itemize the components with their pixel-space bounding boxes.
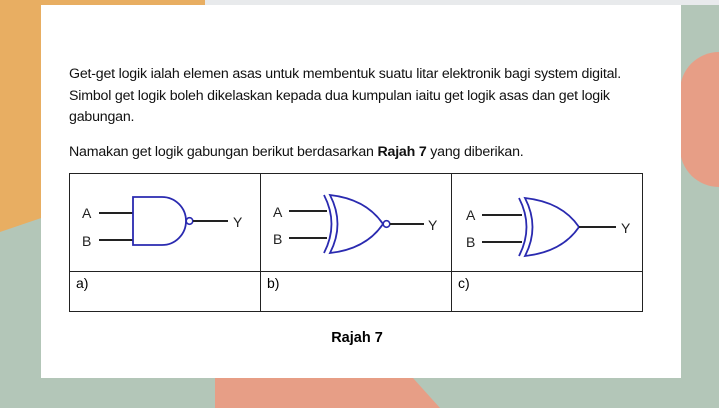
question-prefix: Namakan get logik gabungan berikut berdasarkan — [69, 144, 378, 160]
decor-salmon-shape-bottom — [215, 378, 440, 408]
document-card — [41, 5, 681, 378]
question-text — [69, 142, 659, 164]
gate-cell-a — [70, 174, 261, 272]
gate-c-input-a: A — [466, 207, 476, 223]
gates-table — [69, 173, 643, 312]
intro-paragraph: Get-get logik ialah elemen asas untuk membentuk suatu litar elektronik bagi system digital. Simbol get logik boleh dikelaskan kepada dua kumpulan iaitu get logik asas dan get logik gabungan. — [69, 66, 621, 125]
answer-cell-c[interactable]: c) — [452, 272, 643, 312]
gate-b-output: Y — [428, 217, 438, 233]
gate-cell-c — [452, 174, 643, 272]
xor-gate-icon — [452, 174, 640, 269]
question-figure-ref: Rajah 7 — [377, 144, 427, 160]
question-suffix: yang diberikan. — [426, 144, 524, 160]
nand-gate-icon — [70, 174, 258, 269]
gate-b-input-a: A — [273, 204, 283, 220]
gate-a-output: Y — [233, 214, 243, 230]
gate-c-input-b: B — [466, 234, 476, 250]
gate-c-output: Y — [621, 220, 631, 236]
gate-cell-b — [261, 174, 452, 272]
answer-cell-b[interactable]: b) — [261, 272, 452, 312]
decor-salmon-shape-right — [680, 52, 719, 187]
gate-a-input-b: B — [82, 233, 92, 249]
gate-a-input-a: A — [82, 205, 92, 221]
answer-cell-a[interactable]: a) — [70, 272, 261, 312]
gate-b-input-b: B — [273, 231, 283, 247]
figure-caption: Rajah 7 — [331, 330, 383, 346]
xnor-gate-icon — [261, 174, 449, 269]
